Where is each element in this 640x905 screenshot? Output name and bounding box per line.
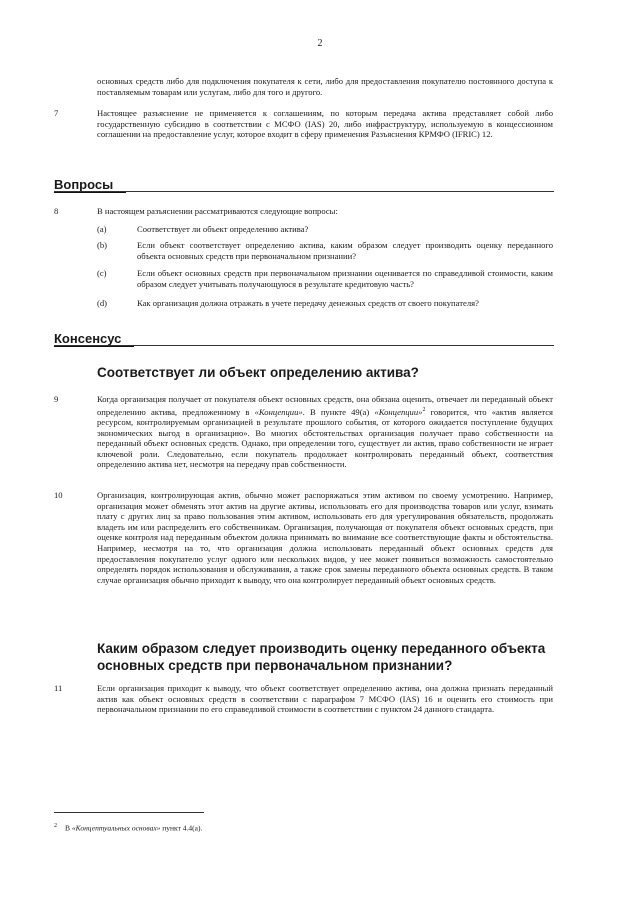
concept-reference: «Концепции»	[254, 406, 303, 417]
paragraph-number-11: 11	[54, 683, 63, 693]
question-label-a: (a)	[97, 224, 107, 234]
subheading-asset-definition: Соответствует ли объект определению актива?	[97, 365, 419, 380]
concept-reference: «Концепции»	[374, 406, 423, 417]
text-run: говорится, что «актив является ресурсом, контролируемым организацией в результате прошлого события, от которого ожидается поступление будущих экономических выгод в организацию». Во многих обстоятельствах организация получает право собственности на переданный объект основных средств. Однако, при определении того, существует ли актив, право собственности не играет ключевой роли. Следовательно, если покупатель продолжает контролировать переданный объект, соответствия определению актива нет, несмотря на передачу прав собственности.	[97, 406, 554, 470]
footnote-source: «Концептуальных основах»	[71, 823, 161, 833]
footnote-separator	[54, 812, 204, 813]
text-run: В	[65, 823, 72, 833]
page-number: 2	[317, 38, 323, 49]
question-text-d: Как организация должна отражать в учете передачу денежных средств от своего покупателя?	[137, 298, 479, 308]
question-text-a: Соответствует ли объект определению актива?	[137, 224, 309, 234]
section-underline	[54, 346, 134, 347]
paragraph-11: Если организация приходит к выводу, что объект соответствует определению актива, она должна признать переданный актив как объект основных средств в соответствии с параграфом 7 МСФО (IAS) 16 и оценить его стоимость при первоначальном признании по его справедливой стоимости в соответствии с пунктом 24 данного стандарта.	[97, 683, 553, 715]
text-run: Когда организация получает от покупателя объект основных средств, она обязана оценить, отвечает ли переданный объект определению актива, предложенному в	[97, 394, 553, 417]
section-heading-consensus	[54, 331, 554, 347]
paragraph-number-10: 10	[54, 490, 63, 500]
paragraph-9	[97, 394, 553, 470]
question-label-d: (d)	[97, 298, 108, 308]
paragraph-number-9: 9	[54, 394, 59, 404]
paragraph-continuation: основных средств либо для подключения покупателя к сети, либо для предоставления покупателю постоянного доступа к поставляемым товарам или услугам, либо для того и другого.	[97, 76, 553, 97]
section-underline	[54, 192, 126, 193]
question-text-b: Если объект соответствует определению актива, каким образом следует производить оценку переданного объекта основных средств при первоначальном признании?	[137, 240, 553, 261]
text-run: пункт 4.4(a).	[160, 823, 203, 833]
question-label-b: (b)	[97, 240, 108, 250]
section-title: Консенсус	[54, 331, 122, 346]
section-heading-questions	[54, 177, 554, 193]
footnote	[54, 823, 202, 833]
footnote-reference: 2	[422, 406, 426, 413]
footnote-mark: 2	[54, 823, 57, 829]
question-text-c: Если объект основных средств при первоначальном признании оценивается по справедливой стоимости, каким образом следует учитывать получающуюся в результате кредитовую часть?	[137, 268, 553, 289]
question-label-c: (c)	[97, 268, 107, 278]
section-title: Вопросы	[54, 177, 114, 192]
paragraph-10: Организация, контролирующая актив, обычно может распоряжаться этим активом по своему усмотрению. Например, организация может обменять этот актив на другие активы, использовать его для производства товаров или услуг, взимать плату с других лиц за право пользования этим активом, использовать его для урегулирования обязательств, продолжать владеть им или распределить его собственникам. Организация, получающая от покупателя объект основных средств, при оценке контроля над переданным объектом должна принимать во внимание все соответствующие факты и обстоятельства. Например, несмотря на то, что организация должна использовать переданный объект основных средств для предоставления покупателю услуг одного или нескольких видов, у нее может появиться возможность самостоятельно определять порядок использования и обслуживания, а также срок замены переданного объекта основных средств. В таком случае организация обычно приходит к выводу, что она контролирует переданный объект основных средств.	[97, 490, 553, 585]
text-run: . В пункте 49(a)	[302, 406, 375, 417]
subheading-initial-measurement: Каким образом следует производить оценку переданного объекта основных средств при первоначальном признании?	[97, 641, 546, 673]
paragraph-8: В настоящем разъяснении рассматриваются следующие вопросы:	[97, 206, 338, 216]
paragraph-number-8: 8	[54, 206, 59, 216]
section-rule	[54, 191, 554, 192]
paragraph-number-7: 7	[54, 108, 59, 118]
paragraph-7: Настоящее разъяснение не применяется к соглашениям, по которым передача актива представляет собой либо государственную субсидию в соответствии с МСФО (IAS) 20, либо инфраструктуру, используемую в концессионном соглашении на предоставление услуг, которое входит в сферу применения Разъяснения КРМФО (IFRIC) 12.	[97, 108, 553, 140]
